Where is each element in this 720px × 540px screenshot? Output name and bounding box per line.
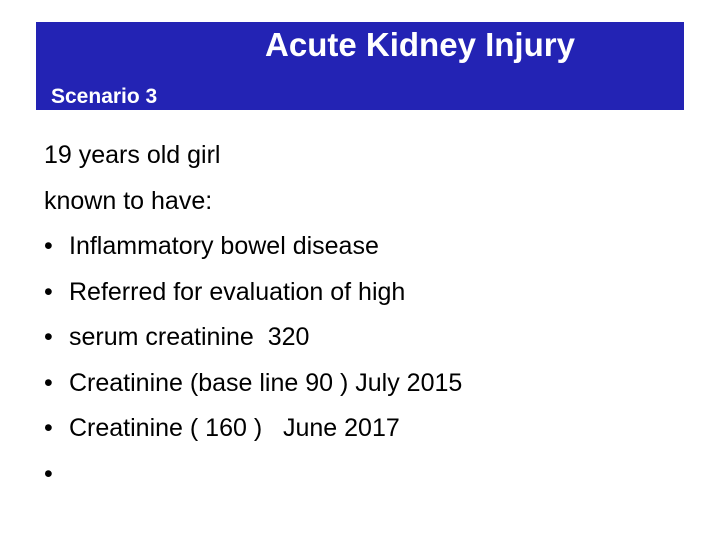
- bullet-text: Creatinine ( 160 ) June 2017: [69, 414, 400, 442]
- bullet-text: serum creatinine 320: [69, 323, 310, 351]
- bullet-glyph: •: [44, 323, 53, 351]
- bullet-glyph: •: [44, 459, 53, 488]
- bullet-item: [44, 315, 684, 361]
- bullet-glyph: •: [44, 368, 53, 397]
- slide-subtitle: Scenario 3: [51, 85, 158, 108]
- bullet-glyph: •: [44, 277, 53, 306]
- bullet-item: [44, 270, 684, 316]
- intro-line: 19 years old girl: [44, 141, 221, 169]
- slide-content: [44, 133, 684, 497]
- bullet-item: [44, 361, 684, 407]
- bullet-text: Inflammatory bowel disease: [69, 232, 379, 260]
- bullet-item: [44, 406, 684, 452]
- bullet-item: [44, 224, 684, 270]
- bullet-glyph: •: [44, 232, 53, 260]
- bullet-text: Creatinine (base line 90 ) July 2015: [69, 368, 463, 397]
- intro-line: known to have:: [44, 186, 213, 215]
- title-banner: [36, 22, 684, 110]
- bullet-item-empty: [44, 452, 684, 498]
- slide-title: Acute Kidney Injury: [265, 26, 575, 63]
- bullet-glyph: •: [44, 414, 53, 442]
- bullet-text: Referred for evaluation of high: [69, 277, 406, 306]
